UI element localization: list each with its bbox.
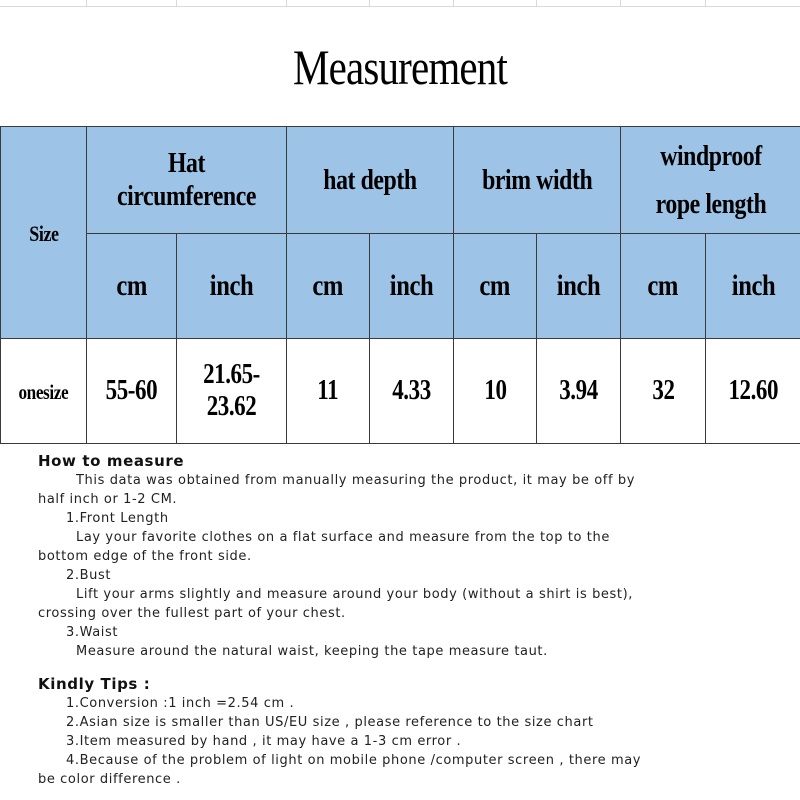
value-cell: 3.94 — [537, 339, 621, 444]
intro-text-cont: half inch or 1-2 CM. — [38, 492, 178, 507]
group-header-brim-width: brim width — [454, 127, 621, 234]
size-header-cell: Size — [1, 127, 87, 339]
unit-header-cell: inch — [177, 234, 287, 339]
waist-text: Measure around the natural waist, keeping the tape measure taut. — [76, 644, 548, 659]
front-length-text-cont: bottom edge of the front side. — [38, 549, 252, 564]
group-header-hat-depth: hat depth — [287, 127, 454, 234]
bust-text: Lift your arms slightly and measure around your body (without a shirt is best), — [76, 587, 633, 602]
tip-item-cont: be color difference . — [38, 772, 181, 787]
value-cell: 10 — [454, 339, 537, 444]
unit-header-cell: inch — [706, 234, 800, 339]
top-border-strip — [0, 0, 800, 7]
group-header-hat-circumference: Hat circumference — [87, 127, 287, 234]
size-chart-table — [0, 126, 800, 444]
value-cell: 55-60 — [87, 339, 177, 444]
value-cell: 11 — [287, 339, 370, 444]
unit-header-cell: inch — [370, 234, 454, 339]
unit-header-cell: cm — [87, 234, 177, 339]
tip-item: 2.Asian size is smaller than US/EU size , please reference to the size chart — [66, 715, 594, 730]
front-length-text: Lay your favorite clothes on a flat surface and measure from the top to the — [76, 530, 610, 545]
tip-item: 4.Because of the problem of light on mobile phone /computer screen , there may — [66, 753, 642, 768]
bust-label: 2.Bust — [66, 568, 112, 583]
value-cell: 12.60 — [706, 339, 800, 444]
size-value-cell: onesize — [1, 339, 87, 444]
value-cell: 4.33 — [370, 339, 454, 444]
waist-label: 3.Waist — [66, 625, 119, 640]
table-row — [1, 339, 800, 444]
unit-header-cell: cm — [287, 234, 370, 339]
unit-header-cell: cm — [621, 234, 706, 339]
page-title: Measurement — [292, 39, 508, 95]
value-cell: 32 — [621, 339, 706, 444]
kindly-tips-heading: Kindly Tips : — [38, 675, 151, 693]
how-to-measure-heading: How to measure — [38, 452, 185, 470]
tip-item: 1.Conversion :1 inch =2.54 cm . — [66, 696, 295, 711]
front-length-label: 1.Front Length — [66, 511, 169, 526]
unit-header-cell: cm — [454, 234, 537, 339]
unit-header-cell: inch — [537, 234, 621, 339]
intro-text: This data was obtained from manually measuring the product, it may be off by — [76, 473, 636, 488]
bust-text-cont: crossing over the fullest part of your chest. — [38, 606, 346, 621]
group-header-windproof-rope-length: windproof rope length — [621, 127, 800, 234]
instructions-section — [38, 452, 778, 789]
tip-item: 3.Item measured by hand , it may have a 1-3 cm error . — [66, 734, 462, 749]
value-cell: 21.65-23.62 — [177, 339, 287, 444]
